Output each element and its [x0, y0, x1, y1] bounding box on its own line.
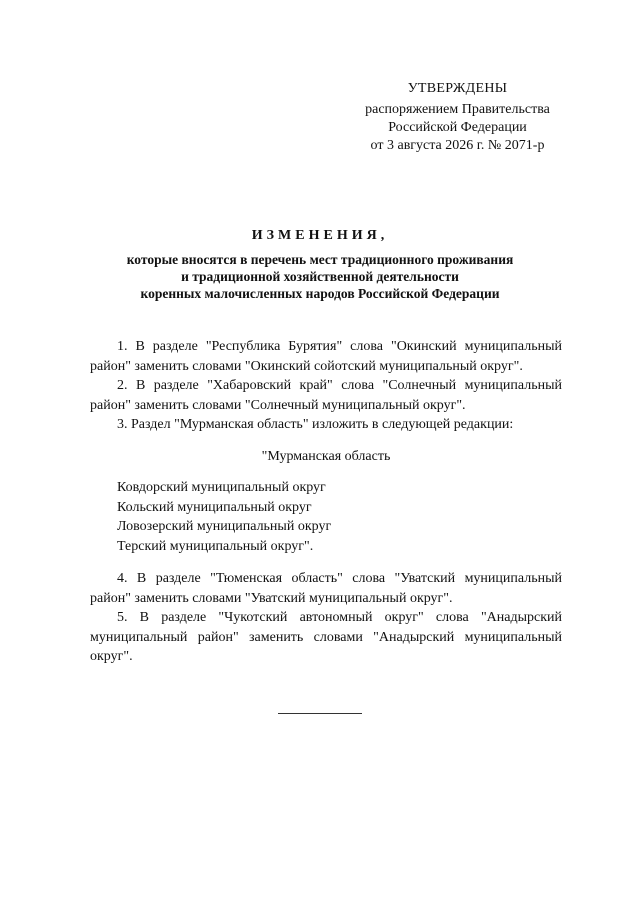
quote-heading: "Мурманская область [261, 448, 391, 464]
item-3: 3. Раздел "Мурманская область" изложить в следующей редакции: [117, 417, 514, 432]
document-subtitle [60, 251, 580, 302]
approval-line-1: распоряжением Правительства [365, 102, 550, 117]
document-title: ИЗМЕНЕНИЯ, [251, 228, 389, 243]
district-list-item: Ловозерский муниципальный округ [117, 519, 332, 534]
document-body [90, 337, 562, 667]
item-1: 1. В разделе "Республика Бурятия" слова "Окинский муниципальный район" заменить словами "Окинский сойотский муниципальный округ". [90, 339, 562, 374]
item-2: 2. В разделе "Хабаровский край" слова "Солнечный муниципальный район" заменить словами "Солнечный муниципальный округ". [90, 378, 562, 413]
district-list-item: Кольский муниципальный округ [117, 499, 312, 515]
item-4: 4. В разделе "Тюменская область" слова "Уватский муниципальный район" заменить словами "Уватский муниципальный округ". [90, 571, 562, 606]
approval-line-3: от 3 августа 2026 г. № 2071-р [370, 138, 545, 153]
subtitle-line-3: коренных малочисленных народов Российской Федерации [140, 286, 500, 301]
end-divider [278, 713, 362, 714]
approval-heading: УТВЕРЖДЕНЫ [407, 81, 508, 96]
district-list-item: Ковдорский муниципальный округ [117, 480, 326, 495]
subtitle-line-2: и традиционной хозяйственной деятельности [181, 269, 459, 284]
district-list-item: Терский муниципальный округ". [117, 538, 314, 554]
approval-block [340, 80, 575, 155]
spacer [90, 556, 562, 569]
subtitle-line-1: которые вносятся в перечень мест традиционного проживания [126, 252, 514, 267]
item-5: 5. В разделе "Чукотский автономный округ" слова "Анадырский муниципальный район" заменить словами "Анадырский муниципальный округ". [90, 610, 562, 664]
approval-line-2: Российской Федерации [388, 120, 527, 135]
